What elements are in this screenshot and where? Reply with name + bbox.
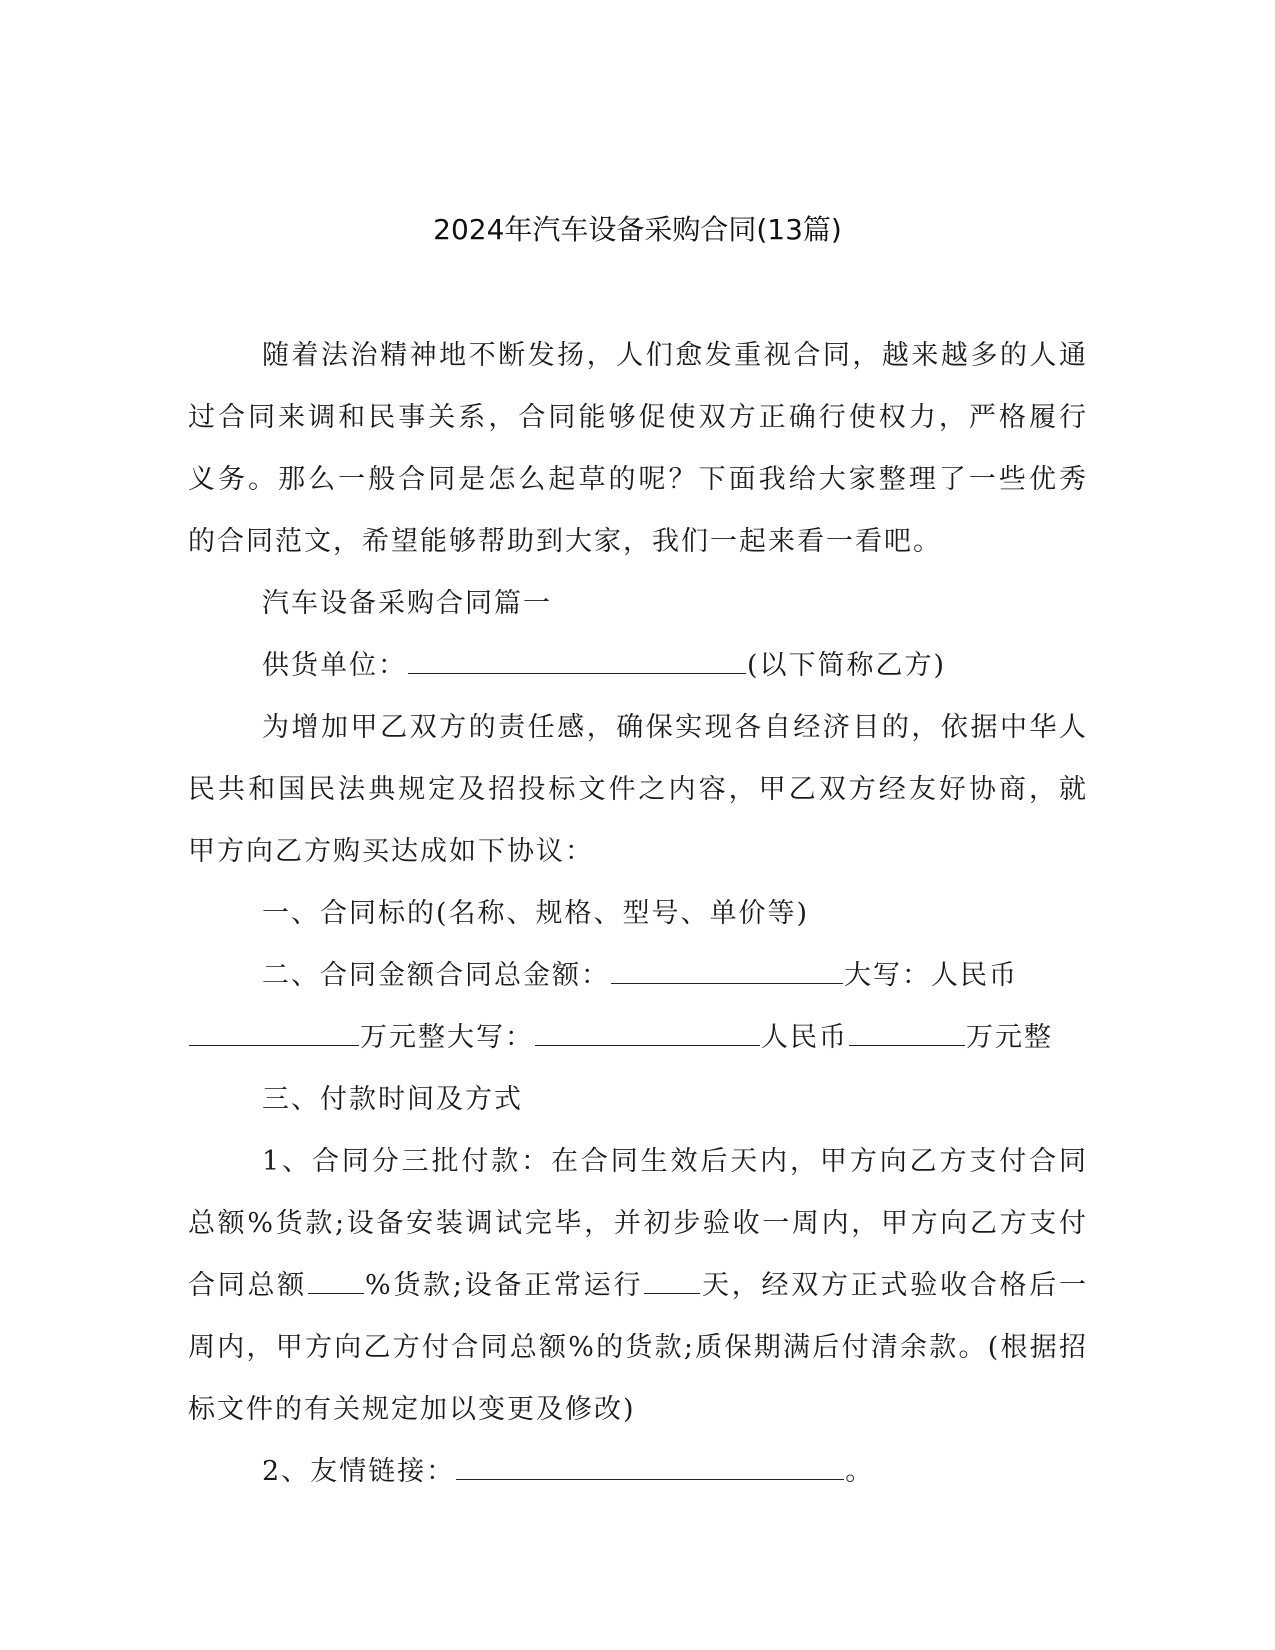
clause-2-part-2: 人民币: [761, 1022, 848, 1053]
payment-line-3-part-3: 天，经双方正式验收合格后一: [701, 1270, 1088, 1301]
rmb-amount-blank: [189, 1019, 359, 1046]
clause-2-line-2: [188, 1007, 1088, 1069]
purpose-line-1: 为增加甲乙双方的责任感，确保实现各自经济目的，依据中华人: [262, 712, 1088, 743]
payment-line-5: 标文件的有关规定加以变更及修改): [188, 1394, 636, 1425]
payment-line-1: 1、合同分三批付款：在合同生效后天内，甲方向乙方支付合同: [262, 1146, 1088, 1177]
clause-2-suffix: 大写：人民币: [844, 960, 1018, 991]
rmb-amount-blank-2: [849, 1019, 965, 1046]
intro-line-2: 过合同来调和民事关系，合同能够促使双方正确行使权力，严格履行: [188, 402, 1088, 433]
clause-1: 一、合同标的(名称、规格、型号、单价等): [262, 898, 810, 929]
intro-line-1: 随着法治精神地不断发扬，人们愈发重视合同，越来越多的人通: [262, 340, 1088, 371]
clause-2-label: 二、合同金额合同总金额：: [262, 960, 610, 991]
total-amount-blank: [611, 957, 843, 984]
link-suffix: 。: [845, 1456, 875, 1487]
purpose-line-3: 甲方向乙方购买达成如下协议：: [188, 836, 594, 867]
link-label: 2、友情链接：: [262, 1456, 456, 1487]
link-blank: [456, 1453, 844, 1480]
clause-2-part-1: 万元整大写：: [360, 1022, 534, 1053]
section-heading: 汽车设备采购合同篇一: [262, 588, 552, 619]
supplier-blank: [408, 647, 746, 674]
document-body: [188, 325, 1088, 1503]
clause-3: 三、付款时间及方式: [262, 1084, 523, 1115]
payment-line-3-part-2: %货款;设备正常运行: [365, 1270, 644, 1301]
uppercase-amount-blank: [535, 1019, 760, 1046]
intro-line-4: 的合同范文，希望能够帮助到大家，我们一起来看一看吧。: [188, 526, 942, 557]
purpose-line-2: 民共和国民法典规定及招投标文件之内容，甲乙双方经友好协商，就: [188, 774, 1088, 805]
payment-line-4: 周内，甲方向乙方付合同总额%的货款;质保期满后付清余款。(根据招: [188, 1332, 1088, 1363]
link-line: [188, 1441, 1088, 1503]
percent-blank: [308, 1267, 364, 1294]
payment-line-3: [188, 1255, 1088, 1317]
document-title: 2024年汽车设备采购合同(13篇): [433, 213, 842, 246]
payment-line-3-part-1: 合同总额: [188, 1270, 307, 1301]
payment-line-2: 总额%货款;设备安装调试完毕，并初步验收一周内，甲方向乙方支付: [188, 1208, 1088, 1239]
days-blank: [644, 1267, 700, 1294]
supplier-line: [188, 635, 1088, 697]
clause-2-line-1: [188, 945, 1088, 1007]
supplier-suffix: (以下简称乙方): [747, 650, 947, 681]
intro-line-3: 义务。那么一般合同是怎么起草的呢？下面我给大家整理了一些优秀: [188, 464, 1088, 495]
clause-2-part-3: 万元整: [966, 1022, 1053, 1053]
supplier-label: 供货单位：: [262, 650, 407, 681]
